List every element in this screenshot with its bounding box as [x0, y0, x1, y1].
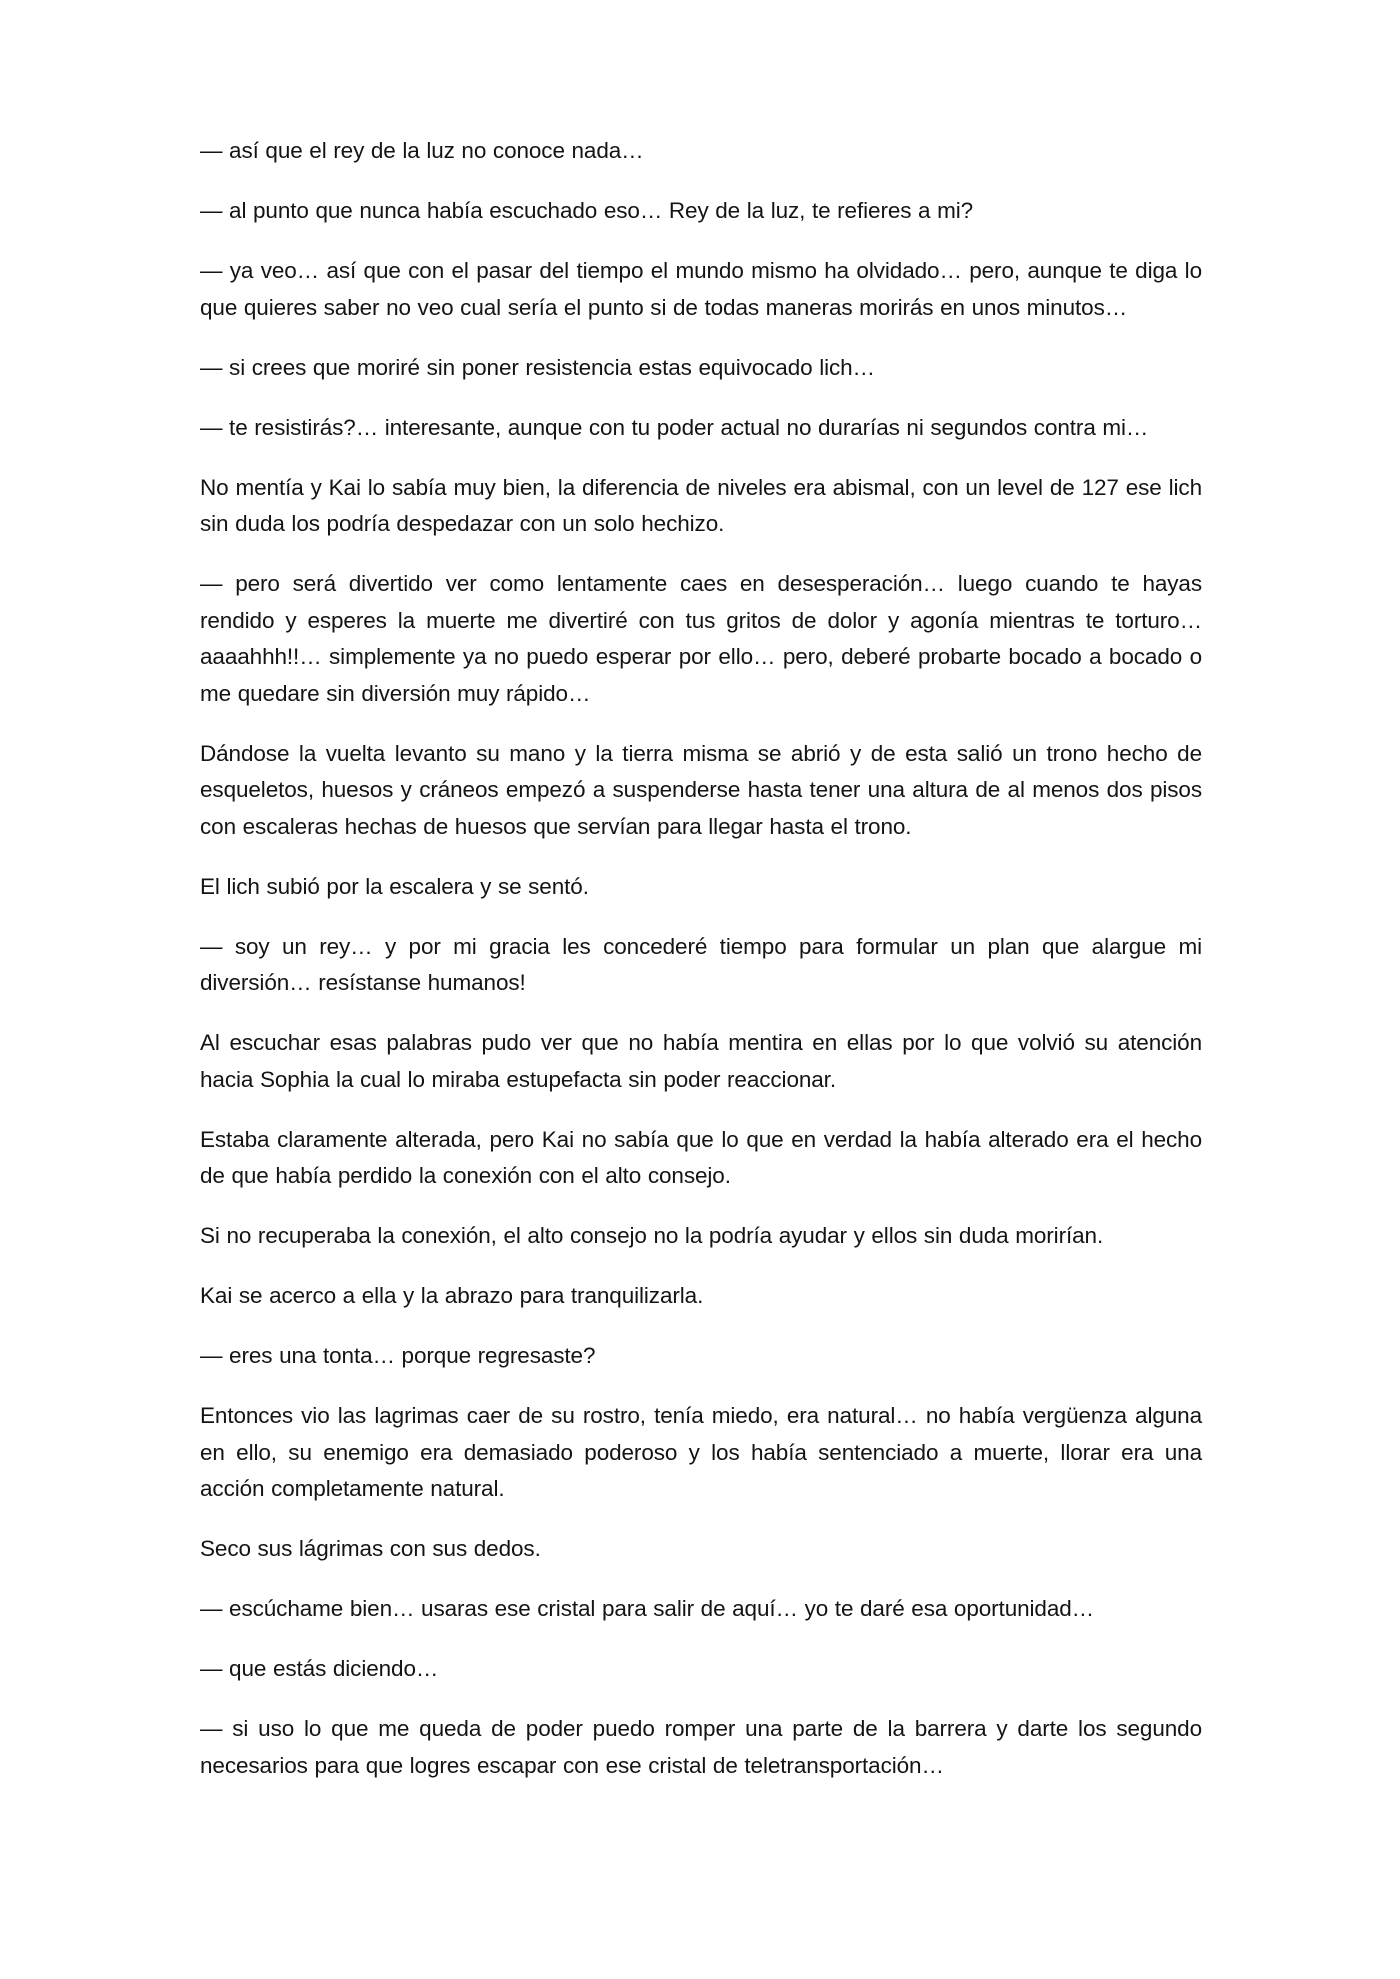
paragraph-3: — ya veo… así que con el pasar del tiempo el mundo mismo ha olvidado… pero, aunque te diga lo que quieres saber no veo cual sería el punto si de todas maneras morirás en unos minutos… [200, 258, 1202, 320]
paragraph-14: Kai se acerco a ella y la abrazo para tranquilizarla. [200, 1283, 704, 1308]
paragraph-5: — te resistirás?… interesante, aunque con tu poder actual no durarías ni segundos contra mi… [200, 414, 1149, 440]
paragraph-4: — si crees que moriré sin poner resistencia estas equivocado lich… [200, 354, 875, 380]
paragraph-15: — eres una tonta… porque regresaste? [200, 1343, 596, 1368]
paragraph-7: — pero será divertido ver como lentamente caes en desesperación… luego cuando te hayas rendido y esperes la muerte me divertiré con tus gritos de dolor y agonía mientras te torturo… aaaahhh!!… simplemente ya no puedo esperar por ello… pero, deberé probarte bocado a bocado o me quedare sin diversión muy rápido… [200, 571, 1202, 706]
paragraph-6: No mentía y Kai lo sabía muy bien, la diferencia de niveles era abismal, con un level de 127 ese lich sin duda los podría despedazar con un solo hechizo. [200, 474, 1202, 536]
paragraph-13: Si no recuperaba la conexión, el alto consejo no la podría ayudar y ellos sin duda morirían. [200, 1223, 1104, 1248]
text-column [200, 133, 1202, 1784]
paragraph-16: Entonces vio las lagrimas caer de su rostro, tenía miedo, era natural… no había vergüenza alguna en ello, su enemigo era demasiado poderoso y los había sentenciado a muerte, llorar era una acción completamente natural. [200, 1403, 1202, 1501]
paragraph-2: — al punto que nunca había escuchado eso… Rey de la luz, te refieres a mi? [200, 198, 974, 223]
paragraph-18: — escúchame bien… usaras ese cristal para salir de aquí… yo te daré esa oportunidad… [200, 1596, 1095, 1621]
paragraph-12: Estaba claramente alterada, pero Kai no sabía que lo que en verdad la había alterado era el hecho de que había perdido la conexión con el alto consejo. [200, 1126, 1202, 1188]
paragraph-20: — si uso lo que me queda de poder puedo romper una parte de la barrera y darte los segundo necesarios para que logres escapar con ese cristal de teletransportación… [200, 1716, 1202, 1778]
paragraph-9: El lich subió por la escalera y se sentó. [200, 873, 589, 899]
paragraph-1: — así que el rey de la luz no conoce nada… [200, 138, 644, 163]
paragraph-10: — soy un rey… y por mi gracia les concederé tiempo para formular un plan que alargue mi diversión… resístanse humanos! [200, 933, 1202, 995]
paragraph-17: Seco sus lágrimas con sus dedos. [200, 1536, 541, 1561]
paragraph-19: — que estás diciendo… [200, 1656, 439, 1681]
paragraph-8: Dándose la vuelta levanto su mano y la tierra misma se abrió y de esta salió un trono hecho de esqueletos, huesos y cráneos empezó a suspenderse hasta tener una altura de al menos dos pisos con escaleras hechas de huesos que servían para llegar hasta el trono. [200, 740, 1202, 839]
paragraph-11: Al escuchar esas palabras pudo ver que no había mentira en ellas por lo que volvió su atención hacia Sophia la cual lo miraba estupefacta sin poder reaccionar. [200, 1030, 1202, 1092]
